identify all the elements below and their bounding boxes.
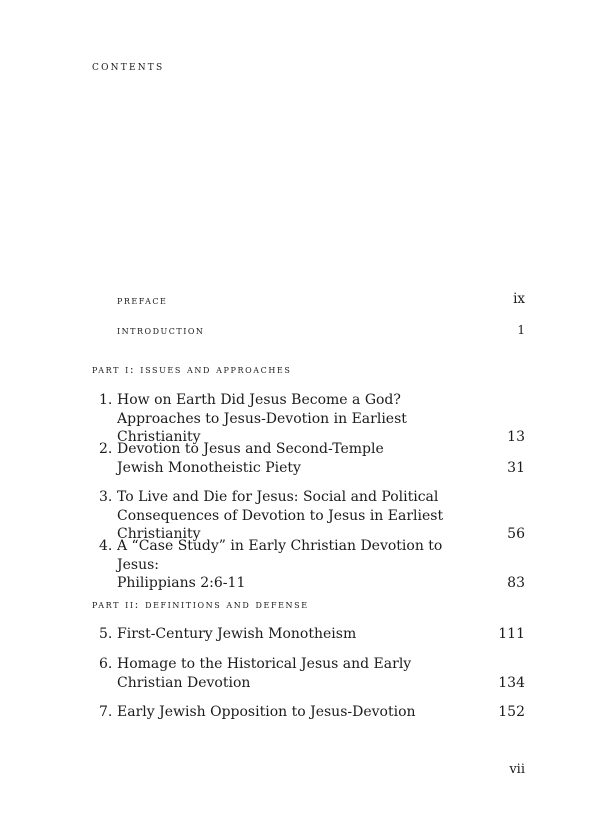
chapter-number: 2. bbox=[99, 441, 113, 457]
toc-entry-preface[interactable]: preface bbox=[117, 294, 168, 307]
page-number-introduction: 1 bbox=[517, 323, 525, 337]
chapter-page-number: 134 bbox=[498, 674, 525, 691]
chapter-title-line: Christian Devotion bbox=[117, 674, 251, 691]
chapter-number: 7. bbox=[99, 704, 113, 720]
toc-entry-chapter-2[interactable] bbox=[99, 440, 525, 477]
page-title: contents bbox=[92, 58, 165, 73]
chapter-title-line: Early Jewish Opposition to Jesus-Devotion bbox=[117, 704, 416, 720]
chapter-number: 6. bbox=[99, 656, 113, 672]
chapter-number: 3. bbox=[99, 489, 113, 505]
chapter-title-line: Approaches to Jesus-Devotion in Earliest Christianity bbox=[117, 410, 407, 445]
toc-entry-chapter-7[interactable] bbox=[99, 703, 525, 722]
chapter-title-line: How on Earth Did Jesus Become a God? bbox=[117, 392, 401, 408]
chapter-title-line: Homage to the Historical Jesus and Early bbox=[117, 656, 412, 672]
toc-entry-chapter-5[interactable] bbox=[99, 625, 525, 644]
chapter-page-number: 13 bbox=[507, 429, 525, 445]
part-heading-1: part i: issues and approaches bbox=[92, 363, 292, 376]
chapter-title-line: Jewish Monotheistic Piety bbox=[117, 459, 301, 476]
chapter-page-number: 152 bbox=[498, 704, 525, 720]
chapter-title-line: A “Case Study” in Early Christian Devotion to Jesus: bbox=[117, 538, 443, 573]
chapter-page-number: 83 bbox=[507, 575, 525, 591]
chapter-number: 4. bbox=[99, 538, 113, 554]
chapter-title-line: First-Century Jewish Monotheism bbox=[117, 626, 357, 642]
toc-entry-chapter-1[interactable] bbox=[99, 391, 525, 447]
toc-entry-chapter-3[interactable] bbox=[99, 488, 525, 544]
toc-entry-chapter-4[interactable] bbox=[99, 537, 525, 593]
toc-entry-chapter-6[interactable] bbox=[99, 655, 525, 692]
chapter-page-number: 111 bbox=[498, 626, 525, 642]
chapter-title-line: Philippians 2:6-11 bbox=[117, 575, 246, 591]
part-heading-2: part ii: definitions and defense bbox=[92, 598, 309, 611]
chapter-title-line: Devotion to Jesus and Second-Temple bbox=[117, 441, 384, 457]
chapter-number: 1. bbox=[99, 392, 113, 408]
folio-page-number: vii bbox=[509, 762, 525, 777]
chapter-number: 5. bbox=[99, 626, 113, 642]
chapter-title-line: To Live and Die for Jesus: Social and Political bbox=[117, 489, 439, 505]
chapter-page-number: 56 bbox=[507, 526, 525, 542]
toc-entry-introduction[interactable]: introduction bbox=[117, 324, 205, 337]
page-number-preface: ix bbox=[513, 291, 525, 307]
chapter-page-number: 31 bbox=[507, 459, 525, 476]
chapter-title-line: Consequences of Devotion to Jesus in Earliest Christianity bbox=[117, 507, 444, 542]
